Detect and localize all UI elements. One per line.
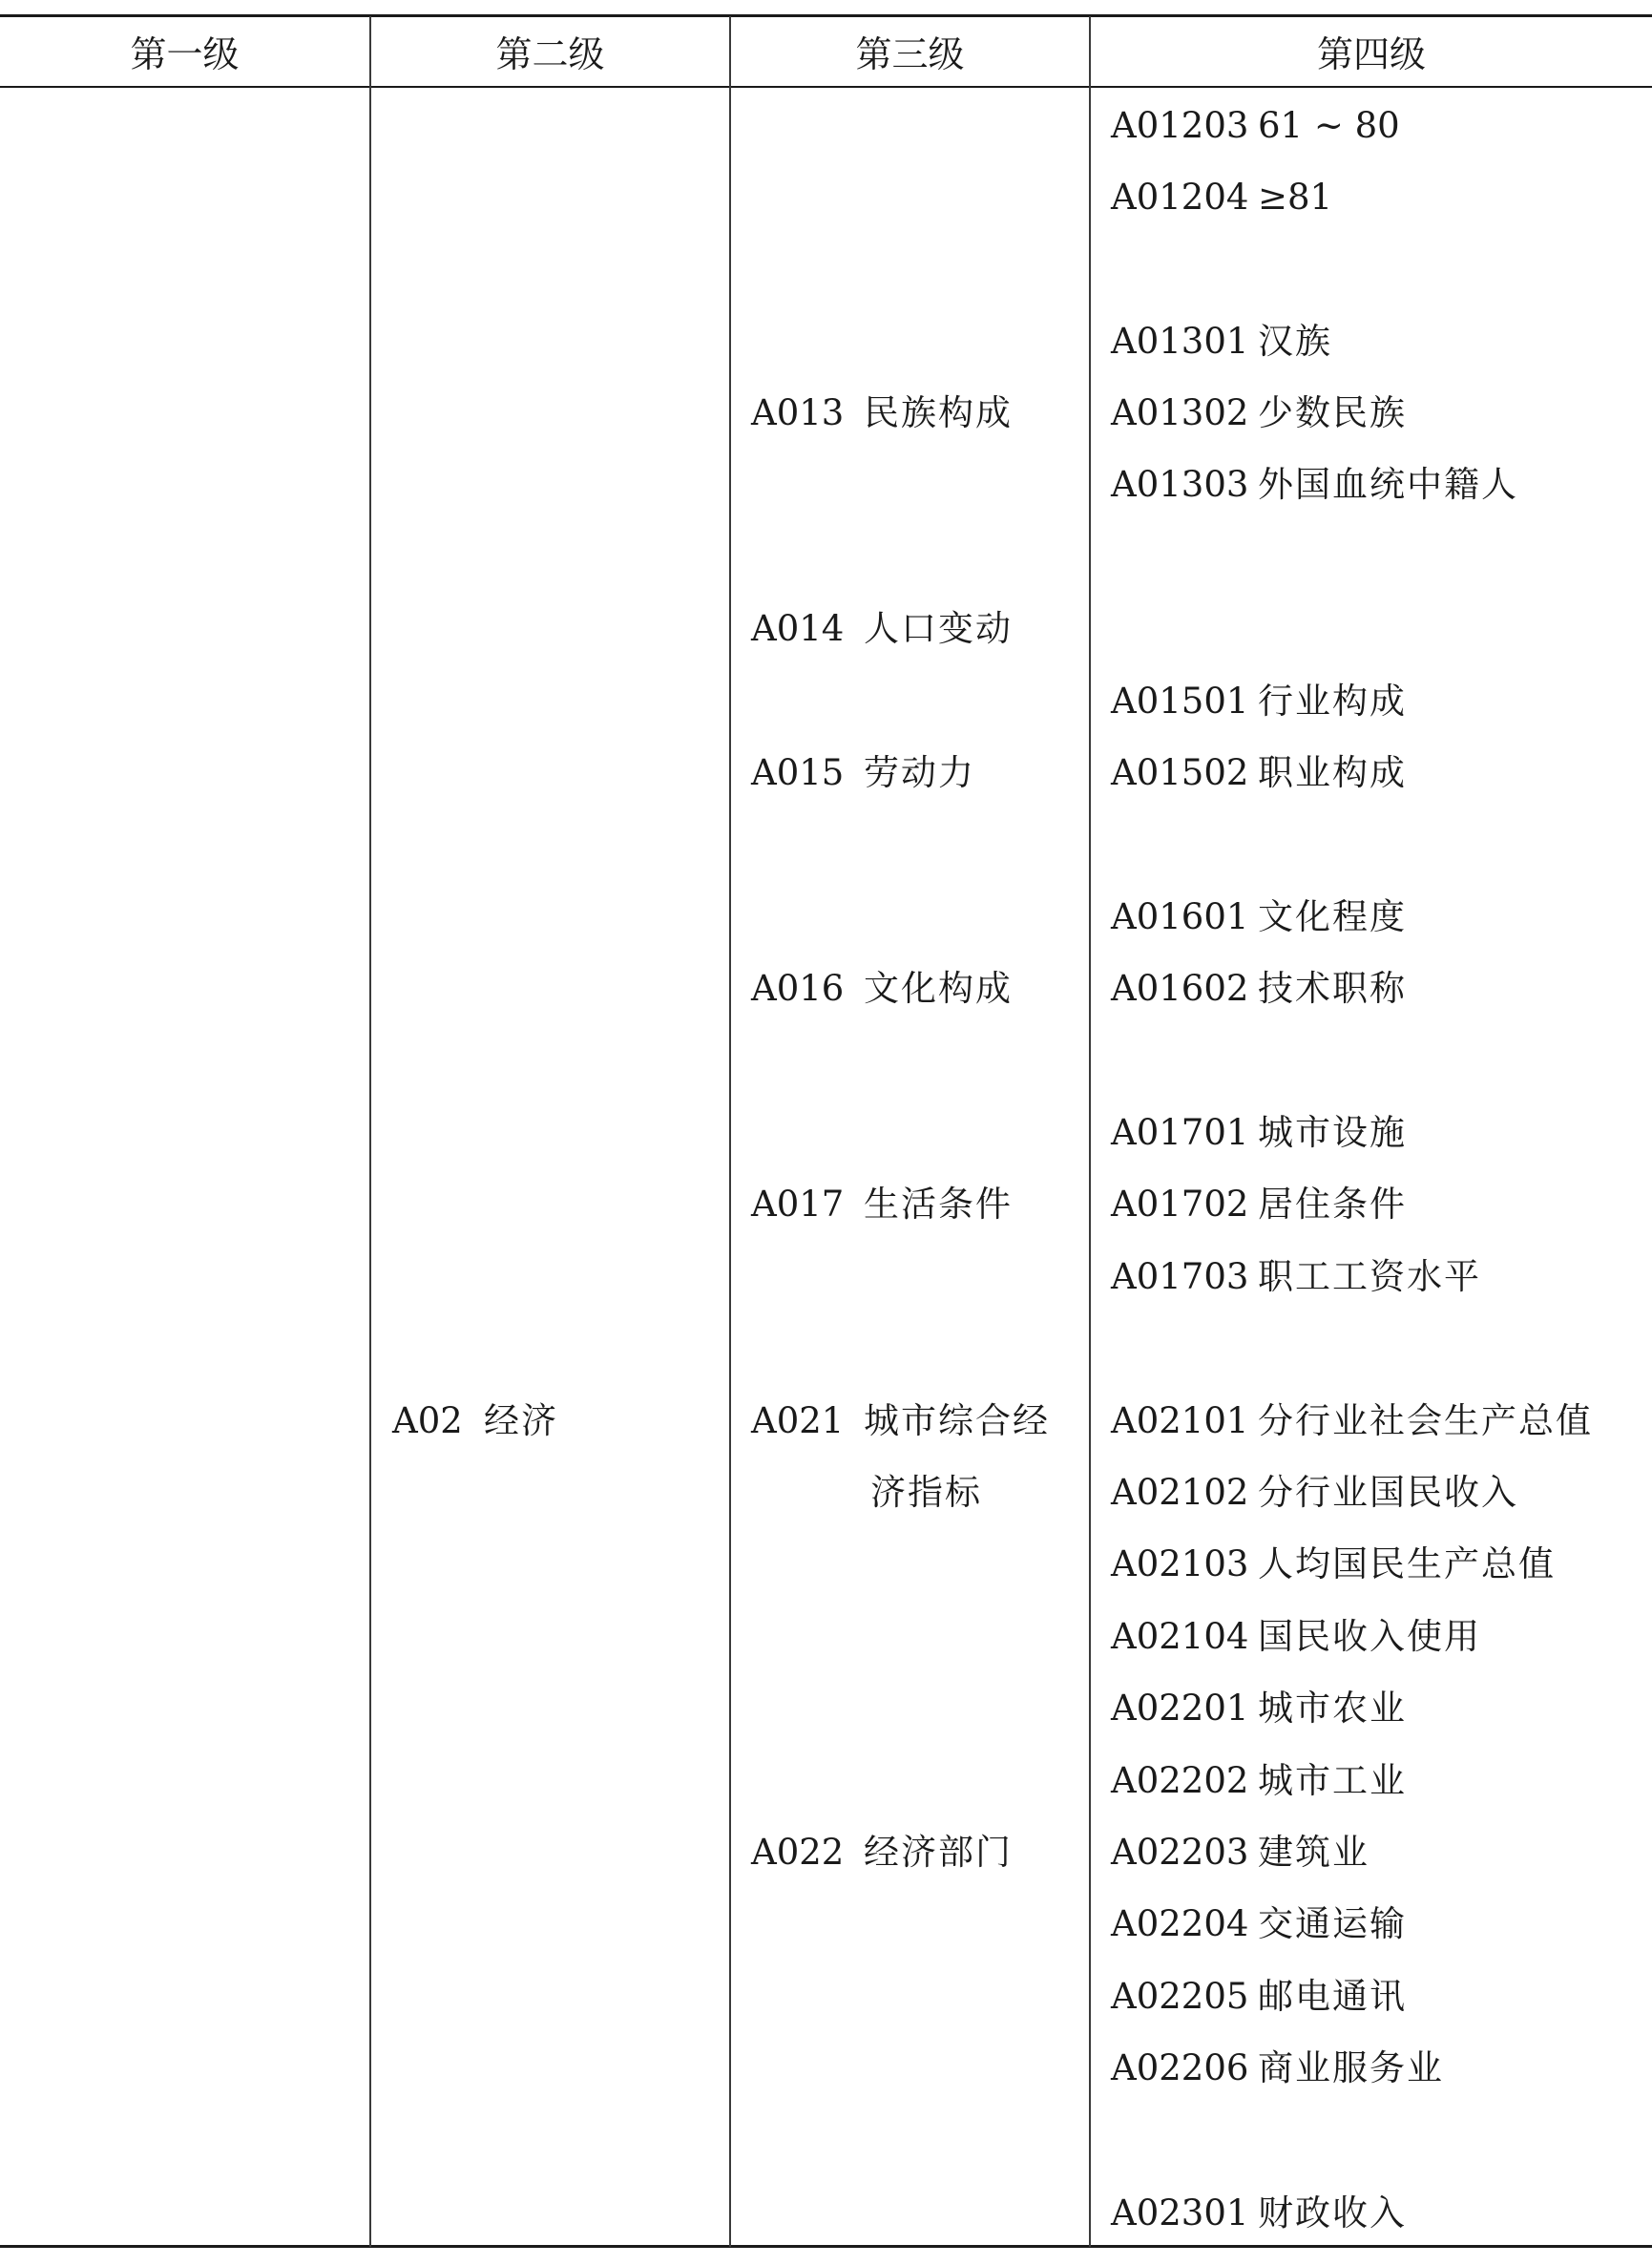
level4-code: A02205	[1111, 1976, 1249, 2017]
level3-code: A013	[751, 392, 845, 433]
level4-name: 61 ~ 80	[1258, 105, 1400, 146]
level3-name: 经济部门	[864, 1832, 1013, 1873]
table-bottom-rule	[0, 2245, 1652, 2248]
header-level-2: 第二级	[495, 33, 605, 75]
level3-name: 文化构成	[864, 968, 1013, 1009]
level3-code: A021	[751, 1400, 845, 1441]
level4-code: A01302	[1111, 392, 1249, 433]
level4-name: 商业服务业	[1258, 2047, 1444, 2088]
level4-name: 少数民族	[1258, 392, 1407, 433]
header-level-4: 第四级	[1316, 33, 1426, 75]
level3-code: A022	[751, 1832, 845, 1873]
level4-name: 人均国民生产总值	[1258, 1543, 1556, 1584]
level4-code: A01204	[1111, 177, 1249, 218]
level4-code: A02102	[1111, 1472, 1249, 1513]
level4-name: 职业构成	[1258, 752, 1407, 793]
level4-name: 分行业社会生产总值	[1258, 1400, 1593, 1441]
level4-name: 城市工业	[1258, 1760, 1407, 1801]
level4-name: 交通运输	[1258, 1903, 1407, 1944]
level3-name: 民族构成	[864, 392, 1013, 433]
level4-code: A01301	[1111, 321, 1249, 362]
level4-code: A02104	[1111, 1616, 1249, 1657]
level3-code: A016	[751, 968, 845, 1009]
column-divider	[729, 16, 731, 2247]
header-level-1: 第一级	[130, 33, 240, 75]
level4-name: 邮电通讯	[1258, 1976, 1407, 2017]
level3-code: A014	[751, 608, 845, 649]
level4-name: 城市设施	[1258, 1112, 1407, 1153]
level4-code: A01501	[1111, 681, 1249, 722]
level4-code: A02203	[1111, 1832, 1249, 1873]
level4-code: A02202	[1111, 1760, 1249, 1801]
level4-code: A01701	[1111, 1112, 1249, 1153]
level3-code: A017	[751, 1184, 845, 1225]
level4-name: 职工工资水平	[1258, 1256, 1481, 1297]
level4-code: A01203	[1111, 105, 1249, 146]
level4-code: A02206	[1111, 2047, 1249, 2088]
level4-name: 技术职称	[1258, 968, 1407, 1009]
level3-code: A015	[751, 752, 845, 793]
level4-name: 城市农业	[1258, 1688, 1407, 1729]
level4-code: A02201	[1111, 1688, 1249, 1729]
level2-name: 经济	[484, 1400, 558, 1441]
level4-name: 汉族	[1258, 321, 1332, 362]
level3-name-continued: 济指标	[870, 1472, 982, 1513]
level4-code: A02101	[1111, 1400, 1249, 1441]
level4-name: ≥81	[1258, 177, 1333, 218]
level4-name: 居住条件	[1258, 1184, 1407, 1225]
level4-name: 行业构成	[1258, 681, 1407, 722]
level3-name: 劳动力	[864, 752, 975, 793]
level4-code: A01602	[1111, 968, 1249, 1009]
level4-name: 外国血统中籍人	[1258, 464, 1518, 505]
level4-name: 财政收入	[1258, 2192, 1407, 2234]
level4-code: A01702	[1111, 1184, 1249, 1225]
level4-name: 建筑业	[1258, 1832, 1370, 1873]
column-divider	[1089, 16, 1091, 2247]
level4-code: A01502	[1111, 752, 1249, 793]
level4-code: A02301	[1111, 2192, 1249, 2234]
level3-name: 城市综合经	[864, 1400, 1050, 1441]
header-bottom-rule	[0, 86, 1652, 88]
level2-code: A02	[392, 1400, 463, 1441]
header-level-3: 第三级	[855, 33, 965, 75]
level3-name: 生活条件	[864, 1184, 1013, 1225]
column-divider	[369, 16, 371, 2247]
level4-name: 分行业国民收入	[1258, 1472, 1518, 1513]
level4-name: 文化程度	[1258, 896, 1407, 937]
level4-code: A01601	[1111, 896, 1249, 937]
level4-name: 国民收入使用	[1258, 1616, 1481, 1657]
level4-code: A01303	[1111, 464, 1249, 505]
level4-code: A02103	[1111, 1543, 1249, 1584]
level4-code: A02204	[1111, 1903, 1249, 1944]
level4-code: A01703	[1111, 1256, 1249, 1297]
level3-name: 人口变动	[864, 608, 1013, 649]
